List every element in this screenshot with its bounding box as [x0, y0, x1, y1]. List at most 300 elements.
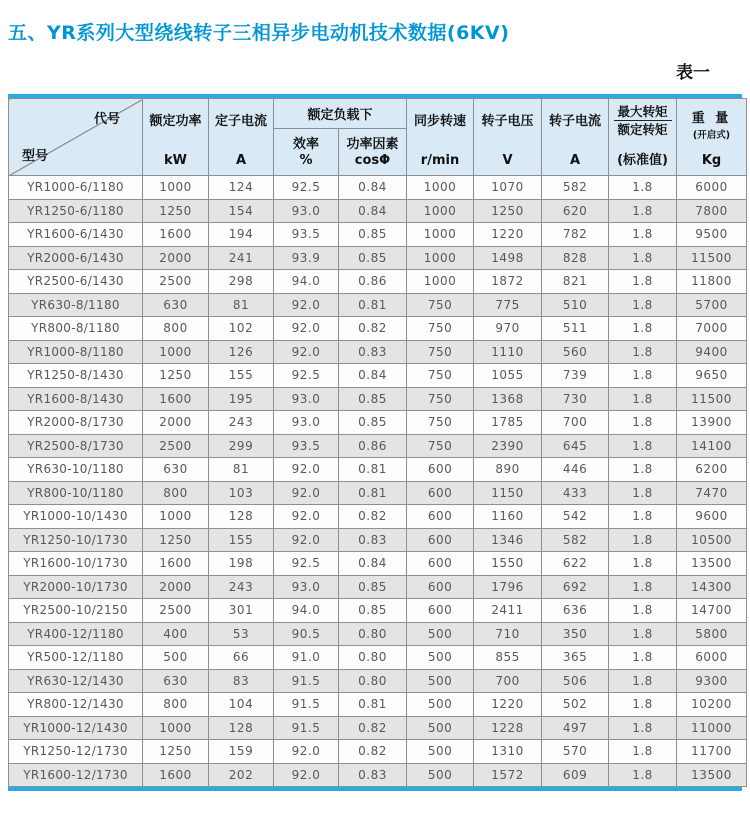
- header-rotor-current-title: 转子电流: [549, 114, 602, 129]
- model-cell: YR2000-6/1430: [9, 246, 143, 270]
- page-title: 五、YR系列大型绕线转子三相异步电动机技术数据(6KV): [8, 22, 510, 44]
- value-cell: 500: [407, 646, 474, 670]
- value-cell: 1000: [143, 716, 209, 740]
- table-row: [9, 740, 747, 764]
- model-cell: YR630-12/1430: [9, 669, 143, 693]
- model-cell: YR1000-8/1180: [9, 340, 143, 364]
- value-cell: 0.80: [339, 622, 407, 646]
- header-sync-speed: [407, 99, 474, 176]
- value-cell: 104: [209, 693, 274, 717]
- model-cell: YR1600-6/1430: [9, 223, 143, 247]
- value-cell: 2500: [143, 270, 209, 294]
- value-cell: 5700: [677, 293, 747, 317]
- value-cell: 1000: [143, 505, 209, 529]
- value-cell: 365: [542, 646, 609, 670]
- value-cell: 93.0: [274, 199, 339, 223]
- header-power-factor-unit: cosΦ: [354, 153, 391, 168]
- model-cell: YR1000-10/1430: [9, 505, 143, 529]
- value-cell: 600: [407, 505, 474, 529]
- model-cell: YR1250-12/1730: [9, 740, 143, 764]
- value-cell: 750: [407, 293, 474, 317]
- value-cell: 243: [209, 411, 274, 435]
- value-cell: 2000: [143, 246, 209, 270]
- value-cell: 6200: [677, 458, 747, 482]
- header-stator-current-unit: A: [235, 153, 247, 168]
- header-power-factor: [339, 129, 407, 176]
- value-cell: 0.80: [339, 669, 407, 693]
- value-cell: 7800: [677, 199, 747, 223]
- value-cell: 620: [542, 199, 609, 223]
- value-cell: 1600: [143, 552, 209, 576]
- model-cell: YR630-10/1180: [9, 458, 143, 482]
- value-cell: 500: [407, 763, 474, 787]
- header-rated-power-title: 额定功率: [149, 114, 202, 129]
- model-cell: YR800-10/1180: [9, 481, 143, 505]
- value-cell: 600: [407, 528, 474, 552]
- value-cell: 433: [542, 481, 609, 505]
- table-row: [9, 270, 747, 294]
- value-cell: 9600: [677, 505, 747, 529]
- value-cell: 1.8: [609, 740, 677, 764]
- value-cell: 1.8: [609, 575, 677, 599]
- value-cell: 730: [542, 387, 609, 411]
- table-label: 表一: [676, 63, 710, 83]
- value-cell: 0.81: [339, 458, 407, 482]
- value-cell: 91.5: [274, 693, 339, 717]
- value-cell: 92.0: [274, 505, 339, 529]
- value-cell: 750: [407, 411, 474, 435]
- value-cell: 502: [542, 693, 609, 717]
- value-cell: 1.8: [609, 763, 677, 787]
- value-cell: 103: [209, 481, 274, 505]
- value-cell: 1.8: [609, 364, 677, 388]
- value-cell: 500: [407, 693, 474, 717]
- value-cell: 0.83: [339, 528, 407, 552]
- model-cell: YR500-12/1180: [9, 646, 143, 670]
- header-rated-load-group: 额定负载下: [274, 99, 407, 129]
- value-cell: 1368: [474, 387, 542, 411]
- value-cell: 622: [542, 552, 609, 576]
- value-cell: 855: [474, 646, 542, 670]
- value-cell: 970: [474, 317, 542, 341]
- value-cell: 630: [143, 458, 209, 482]
- value-cell: 542: [542, 505, 609, 529]
- value-cell: 0.84: [339, 364, 407, 388]
- value-cell: 92.0: [274, 458, 339, 482]
- value-cell: 1785: [474, 411, 542, 435]
- value-cell: 11000: [677, 716, 747, 740]
- value-cell: 0.83: [339, 763, 407, 787]
- value-cell: 0.81: [339, 293, 407, 317]
- value-cell: 0.85: [339, 599, 407, 623]
- value-cell: 1.8: [609, 599, 677, 623]
- value-cell: 92.0: [274, 481, 339, 505]
- table-row: [9, 293, 747, 317]
- value-cell: 155: [209, 528, 274, 552]
- value-cell: 1.8: [609, 199, 677, 223]
- value-cell: 0.81: [339, 693, 407, 717]
- value-cell: 1250: [143, 528, 209, 552]
- value-cell: 14700: [677, 599, 747, 623]
- value-cell: 13500: [677, 763, 747, 787]
- fraction-bar: [614, 120, 672, 121]
- value-cell: 1550: [474, 552, 542, 576]
- value-cell: 700: [474, 669, 542, 693]
- value-cell: 102: [209, 317, 274, 341]
- value-cell: 1000: [143, 176, 209, 200]
- value-cell: 0.86: [339, 270, 407, 294]
- header-sync-speed-unit: r/min: [420, 153, 460, 168]
- header-rotor-voltage-title: 转子电压: [481, 114, 534, 129]
- value-cell: 92.5: [274, 552, 339, 576]
- header-rated-power-unit: kW: [164, 153, 187, 168]
- value-cell: 1000: [407, 270, 474, 294]
- value-cell: 1.8: [609, 293, 677, 317]
- value-cell: 1.8: [609, 716, 677, 740]
- model-cell: YR2500-10/2150: [9, 599, 143, 623]
- value-cell: 9500: [677, 223, 747, 247]
- value-cell: 600: [407, 481, 474, 505]
- value-cell: 126: [209, 340, 274, 364]
- model-cell: YR1250-6/1180: [9, 199, 143, 223]
- torque-ratio-unit: (标准值): [617, 153, 668, 168]
- value-cell: 128: [209, 505, 274, 529]
- value-cell: 1.8: [609, 340, 677, 364]
- header-rotor-current-unit: A: [569, 153, 581, 168]
- value-cell: 560: [542, 340, 609, 364]
- value-cell: 92.0: [274, 293, 339, 317]
- value-cell: 14100: [677, 434, 747, 458]
- value-cell: 1600: [143, 763, 209, 787]
- header-weight: [677, 99, 747, 176]
- value-cell: 750: [407, 317, 474, 341]
- value-cell: 739: [542, 364, 609, 388]
- header-rotor-current: [542, 99, 609, 176]
- model-cell: YR2500-6/1430: [9, 270, 143, 294]
- value-cell: 570: [542, 740, 609, 764]
- value-cell: 1250: [143, 364, 209, 388]
- value-cell: 500: [407, 716, 474, 740]
- value-cell: 600: [407, 458, 474, 482]
- table-row: [9, 575, 747, 599]
- table-row: [9, 317, 747, 341]
- value-cell: 446: [542, 458, 609, 482]
- value-cell: 0.83: [339, 340, 407, 364]
- value-cell: 0.82: [339, 716, 407, 740]
- value-cell: 11700: [677, 740, 747, 764]
- value-cell: 0.81: [339, 481, 407, 505]
- value-cell: 66: [209, 646, 274, 670]
- header-rotor-voltage-unit: V: [502, 153, 513, 168]
- value-cell: 800: [143, 481, 209, 505]
- value-cell: 1600: [143, 223, 209, 247]
- value-cell: 301: [209, 599, 274, 623]
- table-row: [9, 223, 747, 247]
- value-cell: 1.8: [609, 552, 677, 576]
- value-cell: 1310: [474, 740, 542, 764]
- header-efficiency: [274, 129, 339, 176]
- value-cell: 0.85: [339, 223, 407, 247]
- value-cell: 750: [407, 387, 474, 411]
- model-cell: YR1000-12/1430: [9, 716, 143, 740]
- value-cell: 6000: [677, 646, 747, 670]
- value-cell: 83: [209, 669, 274, 693]
- value-cell: 511: [542, 317, 609, 341]
- value-cell: 93.0: [274, 387, 339, 411]
- value-cell: 1.8: [609, 622, 677, 646]
- value-cell: 11500: [677, 246, 747, 270]
- value-cell: 2411: [474, 599, 542, 623]
- motor-spec-table: [8, 98, 747, 787]
- value-cell: 500: [407, 669, 474, 693]
- table-row: [9, 434, 747, 458]
- value-cell: 128: [209, 716, 274, 740]
- header-efficiency-unit: %: [299, 153, 313, 168]
- header-weight-title: 重 量: [691, 111, 732, 126]
- header-stator-current: [209, 99, 274, 176]
- model-cell: YR1250-8/1430: [9, 364, 143, 388]
- diagonal-header-bottom-label: 型号: [22, 149, 49, 164]
- value-cell: 91.5: [274, 669, 339, 693]
- value-cell: 800: [143, 693, 209, 717]
- value-cell: 2500: [143, 434, 209, 458]
- value-cell: 582: [542, 528, 609, 552]
- value-cell: 91.0: [274, 646, 339, 670]
- value-cell: 11800: [677, 270, 747, 294]
- header-sync-speed-title: 同步转速: [414, 114, 467, 129]
- header-efficiency-title: 效率: [292, 137, 319, 152]
- value-cell: 1110: [474, 340, 542, 364]
- value-cell: 0.84: [339, 199, 407, 223]
- value-cell: 1498: [474, 246, 542, 270]
- value-cell: 630: [143, 293, 209, 317]
- value-cell: 81: [209, 458, 274, 482]
- value-cell: 299: [209, 434, 274, 458]
- header-torque-ratio: [609, 99, 677, 176]
- table-row: [9, 411, 747, 435]
- value-cell: 1.8: [609, 270, 677, 294]
- value-cell: 1.8: [609, 646, 677, 670]
- value-cell: 1055: [474, 364, 542, 388]
- value-cell: 636: [542, 599, 609, 623]
- value-cell: 9650: [677, 364, 747, 388]
- value-cell: 2000: [143, 411, 209, 435]
- table-row: [9, 552, 747, 576]
- value-cell: 13500: [677, 552, 747, 576]
- value-cell: 241: [209, 246, 274, 270]
- table-row: [9, 387, 747, 411]
- value-cell: 94.0: [274, 270, 339, 294]
- header-rated-power: [143, 99, 209, 176]
- value-cell: 1000: [407, 223, 474, 247]
- model-cell: YR1000-6/1180: [9, 176, 143, 200]
- value-cell: 1572: [474, 763, 542, 787]
- model-cell: YR1600-12/1730: [9, 763, 143, 787]
- diagonal-header-top-label: 代号: [93, 112, 120, 127]
- value-cell: 1250: [474, 199, 542, 223]
- table-row: [9, 528, 747, 552]
- header-weight-sub: (开启式): [692, 130, 731, 141]
- value-cell: 0.85: [339, 246, 407, 270]
- value-cell: 92.0: [274, 340, 339, 364]
- value-cell: 645: [542, 434, 609, 458]
- value-cell: 1.8: [609, 317, 677, 341]
- value-cell: 92.0: [274, 740, 339, 764]
- table-row: [9, 481, 747, 505]
- table-row: [9, 199, 747, 223]
- table-row: [9, 340, 747, 364]
- value-cell: 500: [407, 740, 474, 764]
- value-cell: 94.0: [274, 599, 339, 623]
- value-cell: 92.0: [274, 763, 339, 787]
- value-cell: 154: [209, 199, 274, 223]
- value-cell: 92.5: [274, 364, 339, 388]
- value-cell: 1.8: [609, 223, 677, 247]
- model-cell: YR800-12/1430: [9, 693, 143, 717]
- value-cell: 0.82: [339, 317, 407, 341]
- value-cell: 700: [542, 411, 609, 435]
- value-cell: 510: [542, 293, 609, 317]
- value-cell: 155: [209, 364, 274, 388]
- value-cell: 6000: [677, 176, 747, 200]
- value-cell: 1000: [407, 199, 474, 223]
- value-cell: 92.5: [274, 176, 339, 200]
- value-cell: 9300: [677, 669, 747, 693]
- value-cell: 600: [407, 575, 474, 599]
- value-cell: 782: [542, 223, 609, 247]
- value-cell: 10500: [677, 528, 747, 552]
- value-cell: 1796: [474, 575, 542, 599]
- value-cell: 400: [143, 622, 209, 646]
- value-cell: 298: [209, 270, 274, 294]
- model-cell: YR1600-10/1730: [9, 552, 143, 576]
- value-cell: 5800: [677, 622, 747, 646]
- value-cell: 890: [474, 458, 542, 482]
- diagonal-header-cell: [9, 99, 143, 176]
- table-row: [9, 716, 747, 740]
- table-row: [9, 364, 747, 388]
- model-cell: YR1600-8/1430: [9, 387, 143, 411]
- value-cell: 828: [542, 246, 609, 270]
- value-cell: 198: [209, 552, 274, 576]
- value-cell: 1160: [474, 505, 542, 529]
- model-cell: YR1250-10/1730: [9, 528, 143, 552]
- value-cell: 1000: [407, 176, 474, 200]
- value-cell: 7470: [677, 481, 747, 505]
- value-cell: 14300: [677, 575, 747, 599]
- value-cell: 243: [209, 575, 274, 599]
- table-row: [9, 693, 747, 717]
- value-cell: 600: [407, 599, 474, 623]
- table-row: [9, 505, 747, 529]
- value-cell: 0.82: [339, 740, 407, 764]
- torque-ratio-numerator: 最大转矩: [617, 104, 668, 119]
- table-header: [9, 99, 747, 176]
- value-cell: 93.0: [274, 411, 339, 435]
- value-cell: 1.8: [609, 387, 677, 411]
- table-row: [9, 246, 747, 270]
- header-rotor-voltage: [474, 99, 542, 176]
- value-cell: 1220: [474, 223, 542, 247]
- value-cell: 124: [209, 176, 274, 200]
- model-cell: YR400-12/1180: [9, 622, 143, 646]
- table-body: [9, 176, 747, 787]
- value-cell: 1600: [143, 387, 209, 411]
- header-stator-current-title: 定子电流: [214, 114, 267, 129]
- model-cell: YR630-8/1180: [9, 293, 143, 317]
- value-cell: 1250: [143, 199, 209, 223]
- model-cell: YR800-8/1180: [9, 317, 143, 341]
- model-cell: YR2500-8/1730: [9, 434, 143, 458]
- value-cell: 10200: [677, 693, 747, 717]
- value-cell: 92.0: [274, 317, 339, 341]
- value-cell: 90.5: [274, 622, 339, 646]
- value-cell: 81: [209, 293, 274, 317]
- table-row: [9, 646, 747, 670]
- value-cell: 0.82: [339, 505, 407, 529]
- value-cell: 1.8: [609, 693, 677, 717]
- table-row: [9, 669, 747, 693]
- value-cell: 0.85: [339, 387, 407, 411]
- value-cell: 1.8: [609, 411, 677, 435]
- value-cell: 1.8: [609, 669, 677, 693]
- value-cell: 692: [542, 575, 609, 599]
- value-cell: 0.84: [339, 176, 407, 200]
- value-cell: 1.8: [609, 528, 677, 552]
- value-cell: 1220: [474, 693, 542, 717]
- value-cell: 1000: [407, 246, 474, 270]
- value-cell: 800: [143, 317, 209, 341]
- value-cell: 1.8: [609, 505, 677, 529]
- value-cell: 2390: [474, 434, 542, 458]
- value-cell: 1.8: [609, 434, 677, 458]
- table-row: [9, 622, 747, 646]
- value-cell: 821: [542, 270, 609, 294]
- value-cell: 159: [209, 740, 274, 764]
- value-cell: 93.0: [274, 575, 339, 599]
- value-cell: 0.85: [339, 575, 407, 599]
- value-cell: 93.9: [274, 246, 339, 270]
- value-cell: 1.8: [609, 246, 677, 270]
- value-cell: 1228: [474, 716, 542, 740]
- value-cell: 1.8: [609, 458, 677, 482]
- value-cell: 497: [542, 716, 609, 740]
- value-cell: 1.8: [609, 481, 677, 505]
- model-cell: YR2000-10/1730: [9, 575, 143, 599]
- header-weight-unit: Kg: [701, 153, 722, 168]
- table-row: [9, 176, 747, 200]
- value-cell: 506: [542, 669, 609, 693]
- value-cell: 0.84: [339, 552, 407, 576]
- value-cell: 750: [407, 434, 474, 458]
- value-cell: 11500: [677, 387, 747, 411]
- value-cell: 93.5: [274, 434, 339, 458]
- value-cell: 1346: [474, 528, 542, 552]
- value-cell: 92.0: [274, 528, 339, 552]
- value-cell: 710: [474, 622, 542, 646]
- value-cell: 1872: [474, 270, 542, 294]
- value-cell: 202: [209, 763, 274, 787]
- value-cell: 93.5: [274, 223, 339, 247]
- value-cell: 350: [542, 622, 609, 646]
- value-cell: 1.8: [609, 176, 677, 200]
- value-cell: 775: [474, 293, 542, 317]
- table-row: [9, 599, 747, 623]
- value-cell: 1150: [474, 481, 542, 505]
- torque-ratio-denominator: 额定转矩: [617, 122, 668, 137]
- torque-ratio-fraction: [614, 104, 672, 137]
- value-cell: 630: [143, 669, 209, 693]
